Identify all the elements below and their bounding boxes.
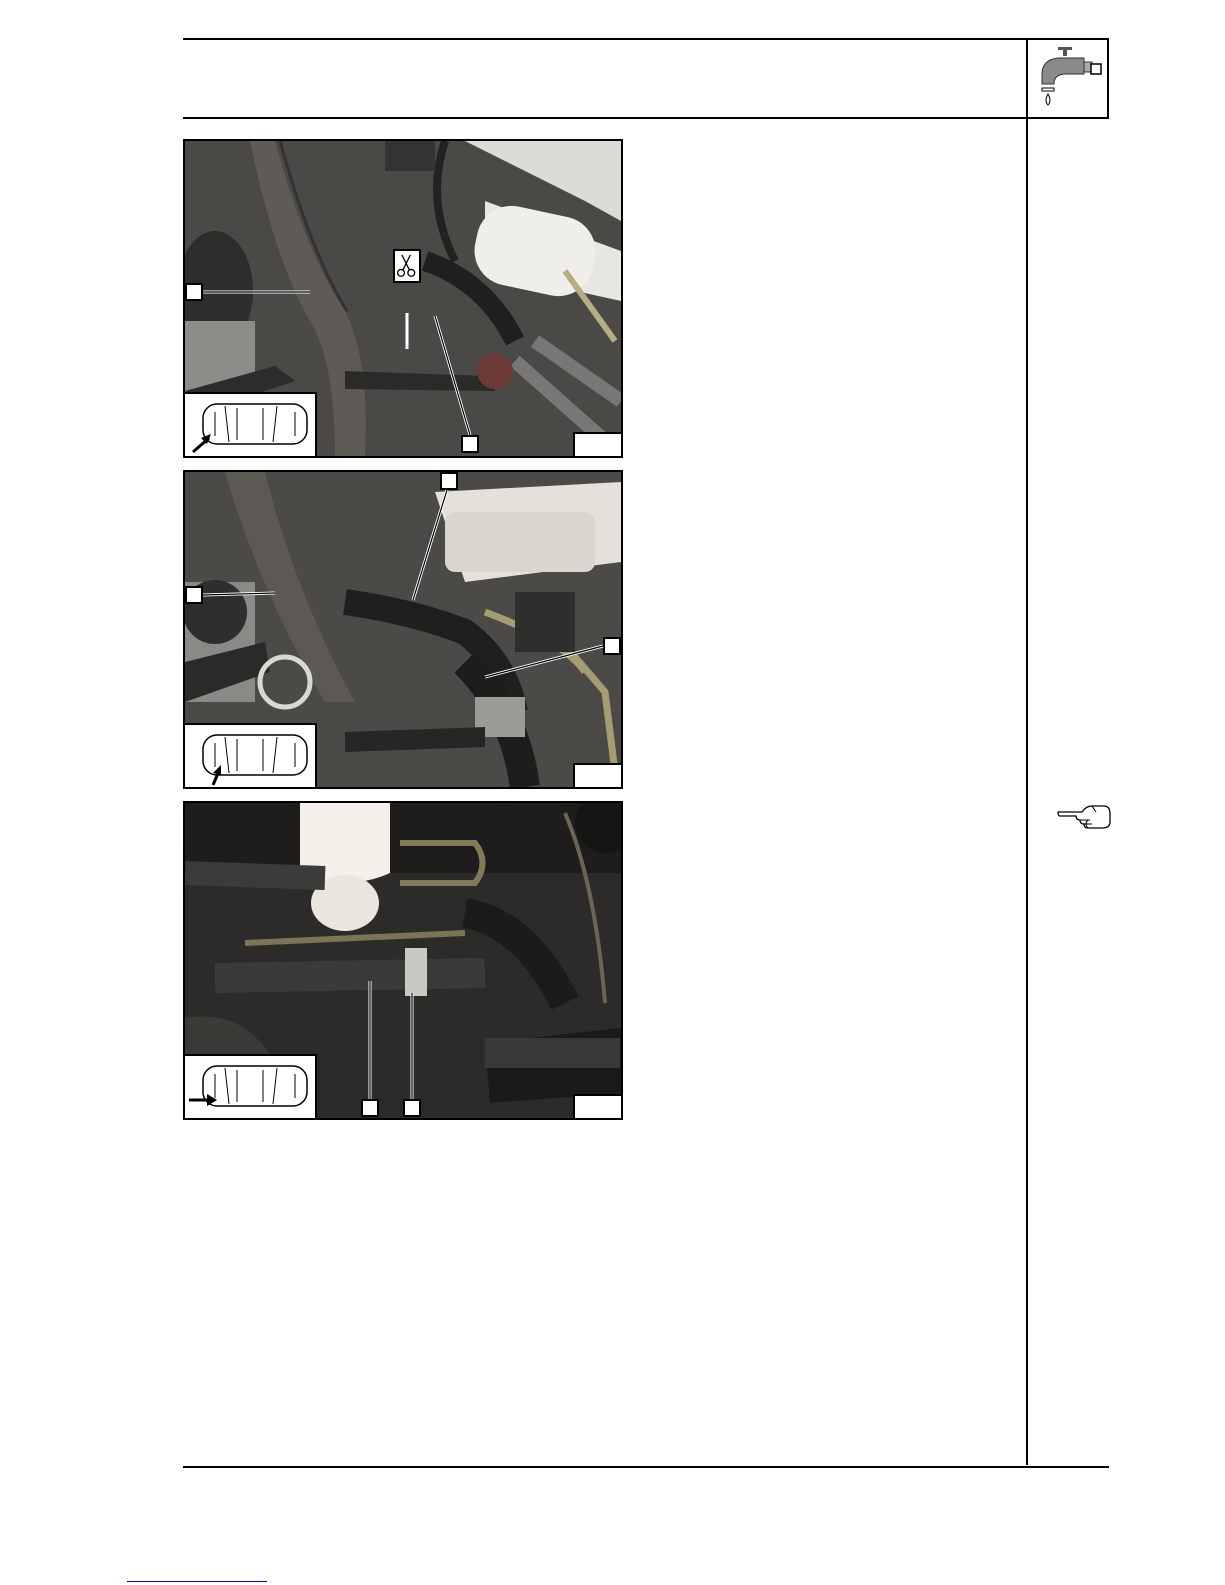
- view-direction-inset-3: [185, 1054, 317, 1118]
- car-top-view-icon: [185, 394, 315, 456]
- callout-marker-3b: [403, 1099, 421, 1117]
- header-bottom-rule: [183, 117, 1109, 119]
- header-top-rule: [183, 38, 1109, 40]
- figure-2-photo: [183, 470, 623, 789]
- margin-vertical-rule: [1026, 38, 1028, 1465]
- footer-rule: [183, 1466, 1109, 1468]
- figure-number-box-2: [573, 763, 621, 787]
- car-top-view-icon: [185, 725, 315, 787]
- water-tap-drain-icon: [1036, 44, 1104, 112]
- view-direction-inset-2: [185, 723, 317, 787]
- callout-marker-1a: [185, 283, 203, 301]
- scissors-icon: [393, 249, 421, 283]
- pointing-hand-icon: [1056, 802, 1112, 830]
- bottom-link-underline[interactable]: [127, 1581, 267, 1582]
- callout-marker-1b: [461, 435, 479, 453]
- figure-3-photo: [183, 801, 623, 1120]
- figure-number-box-1: [573, 432, 621, 456]
- callout-marker-2a: [185, 586, 203, 604]
- view-direction-inset-1: [185, 392, 317, 456]
- callout-marker-2c: [603, 637, 621, 655]
- callout-marker-2b: [440, 472, 458, 490]
- callout-marker-3a: [361, 1099, 379, 1117]
- header-right-border: [1107, 38, 1109, 119]
- car-top-view-icon: [185, 1056, 315, 1118]
- figure-1-photo: [183, 139, 623, 458]
- figure-number-box-3: [573, 1094, 621, 1118]
